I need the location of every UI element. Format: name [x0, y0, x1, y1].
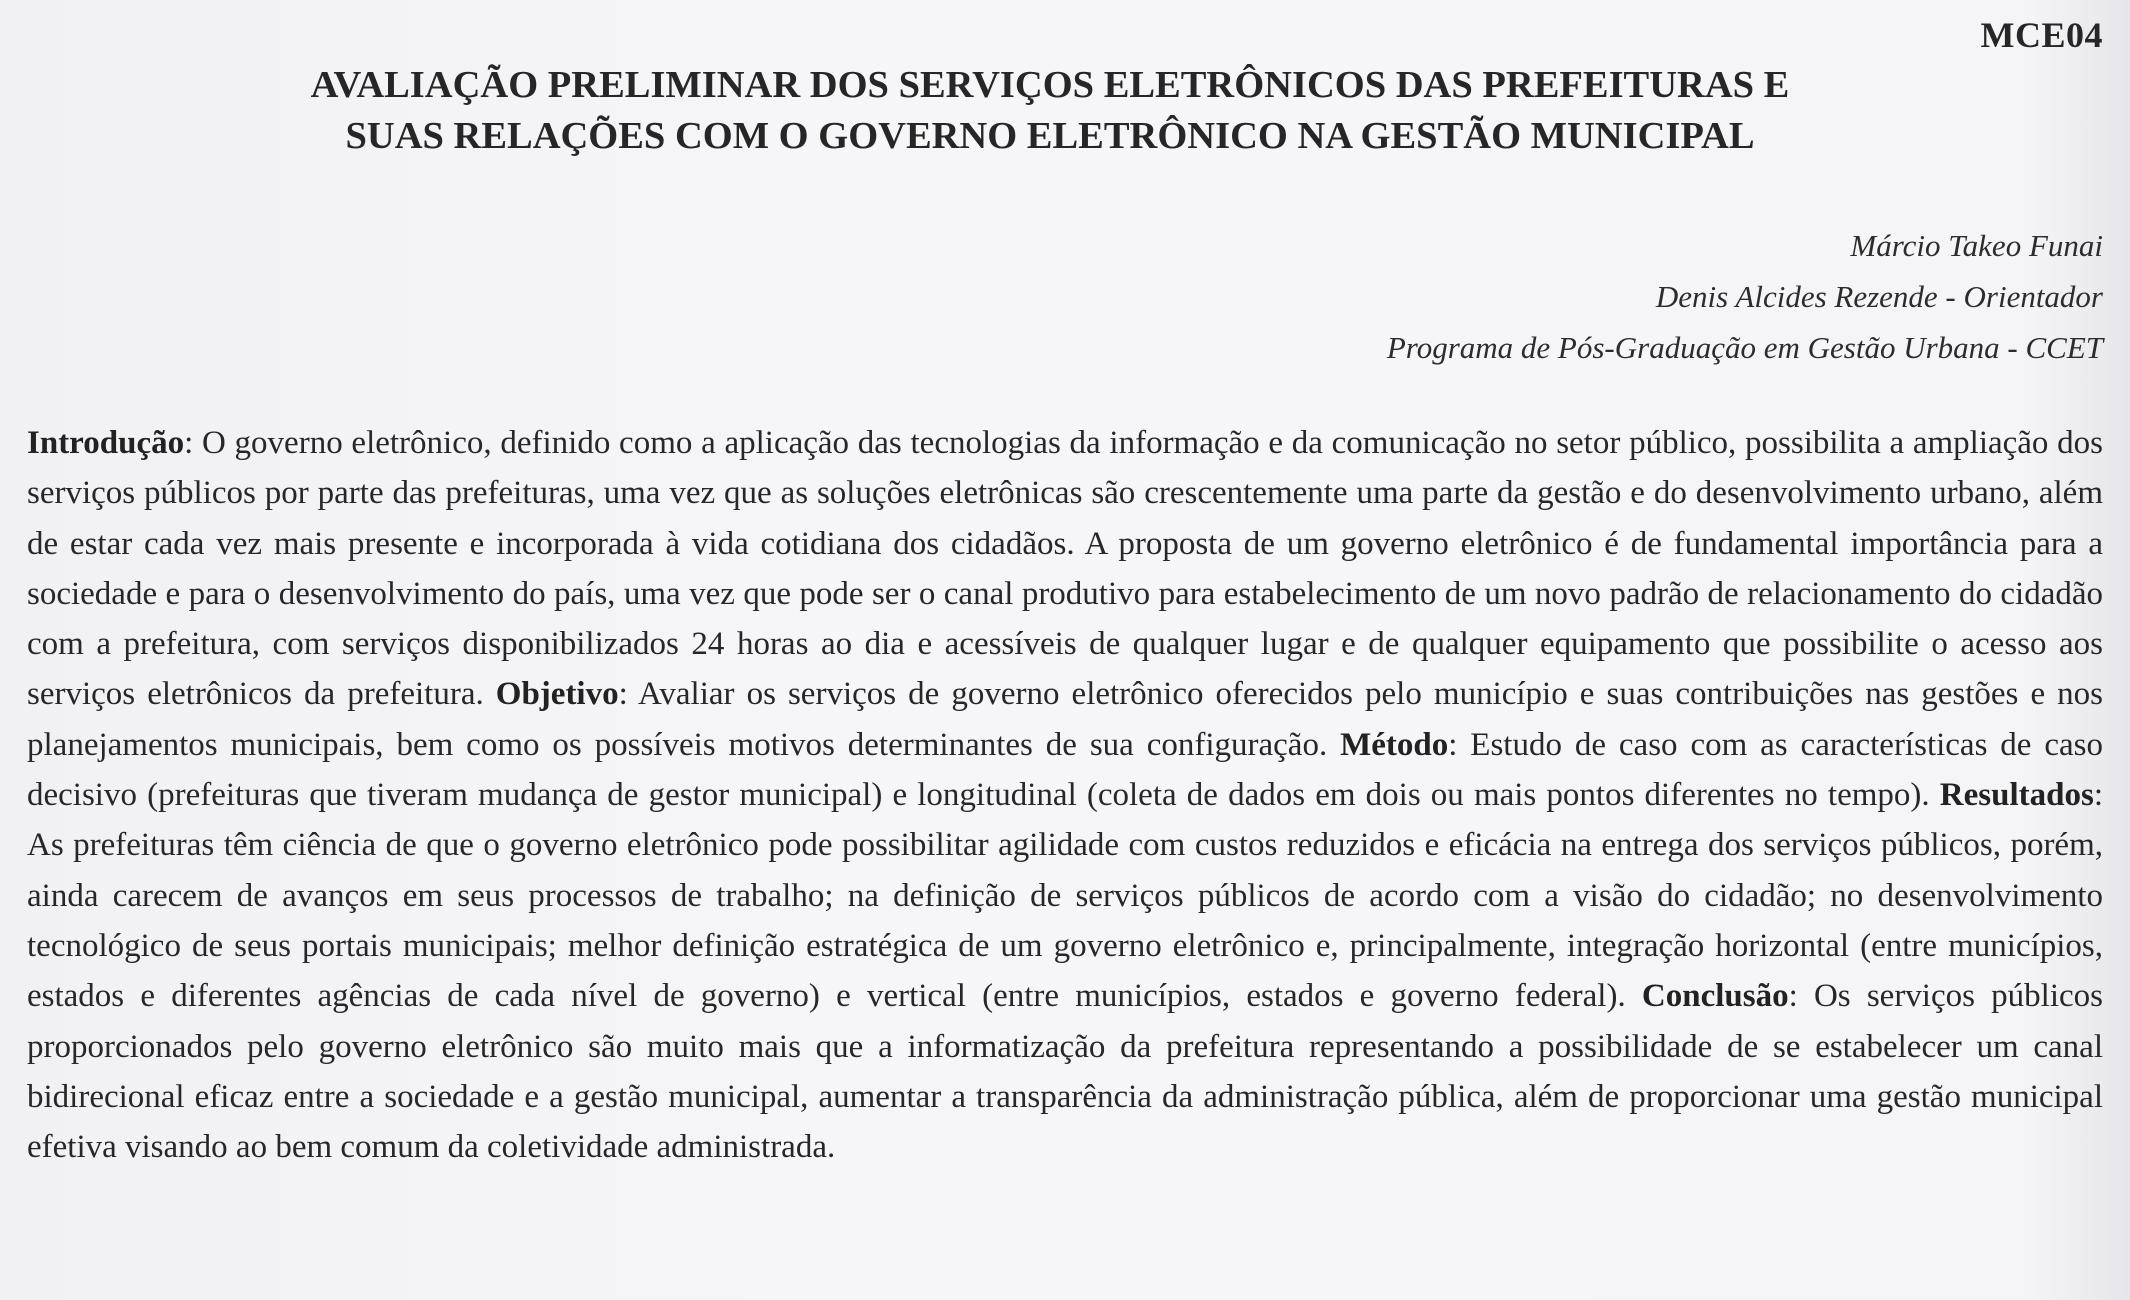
- title-line-1: AVALIAÇÃO PRELIMINAR DOS SERVIÇOS ELETRÔNICOS DAS PREFEITURAS E: [310, 64, 1790, 106]
- objective-text: : Avaliar os serviços de governo eletrônico oferecidos pelo município e suas contribuições nas gestões e nos planejamentos municipais, bem como os possíveis motivos determinantes de sua configuração.: [27, 676, 2103, 763]
- advisor-name: Denis Alcides Rezende - Orientador: [1655, 279, 2103, 314]
- conclusion-text: : Os serviços públicos proporcionados pelo governo eletrônico são muito mais que a informatização da prefeitura representando a possibilidade de se estabelecer um canal bidirecional eficaz entre a sociedade e a gestão municipal, aumentar a transparência da administração pública, além de proporcionar uma gestão municipal efetiva visando ao bem comum da coletividade administrada.: [27, 978, 2103, 1166]
- author-block: [1387, 220, 2103, 373]
- results-label: Resultados: [1939, 777, 2094, 814]
- paper-title: [150, 60, 1950, 162]
- abstract-paragraph: [27, 418, 2103, 1172]
- intro-text: : O governo eletrônico, definido como a aplicação das tecnologias da informação e da comunicação no setor público, possibilita a ampliação dos serviços públicos por parte das prefeituras, uma vez que as soluções eletrônicas são crescentemente uma parte da gestão e do desenvolvimento urbano, além de estar cada vez mais presente e incorporada à vida cotidiana dos cidadãos. A proposta de um governo eletrônico é de fundamental importância para a sociedade e para o desenvolvimento do país, uma vez que pode ser o canal produtivo para estabelecimento de um novo padrão de relacionamento do cidadão com a prefeitura, com serviços disponibilizados 24 horas ao dia e acessíveis de qualquer lugar e de qualquer equipamento que possibilite o acesso aos serviços eletrônicos da prefeitura.: [27, 425, 2103, 713]
- objective-label: Objetivo: [495, 676, 619, 713]
- session-code: MCE04: [1980, 15, 2103, 55]
- intro-label: Introdução: [27, 425, 185, 461]
- method-text: : Estudo de caso com as características de caso decisivo (prefeituras que tiveram mudança de gestor municipal) e longitudinal (coleta de dados em dois ou mais pontos diferentes no tempo).: [27, 726, 2103, 814]
- method-label: Método: [1340, 726, 1449, 763]
- results-text: : As prefeituras têm ciência de que o governo eletrônico pode possibilitar agilidade com custos reduzidos e eficácia na entrega dos serviços públicos, porém, ainda carecem de avanços em seus processos de trabalho; na definição de serviços públicos de acordo com a visão do cidadão; no desenvolvimento tecnológico de seus portais municipais; melhor definição estratégica de um governo eletrônico e, principalmente, integração horizontal (entre municípios, estados e diferentes agências de cada nível de governo) e vertical (entre municípios, estados e governo federal).: [27, 777, 2103, 1015]
- title-line-2: SUAS RELAÇÕES COM O GOVERNO ELETRÔNICO NA GESTÃO MUNICIPAL: [345, 115, 1755, 157]
- conclusion-label: Conclusão: [1641, 978, 1789, 1015]
- author-name: Márcio Takeo Funai: [1850, 228, 2103, 263]
- program-name: Programa de Pós-Graduação em Gestão Urbana - CCET: [1386, 330, 2103, 365]
